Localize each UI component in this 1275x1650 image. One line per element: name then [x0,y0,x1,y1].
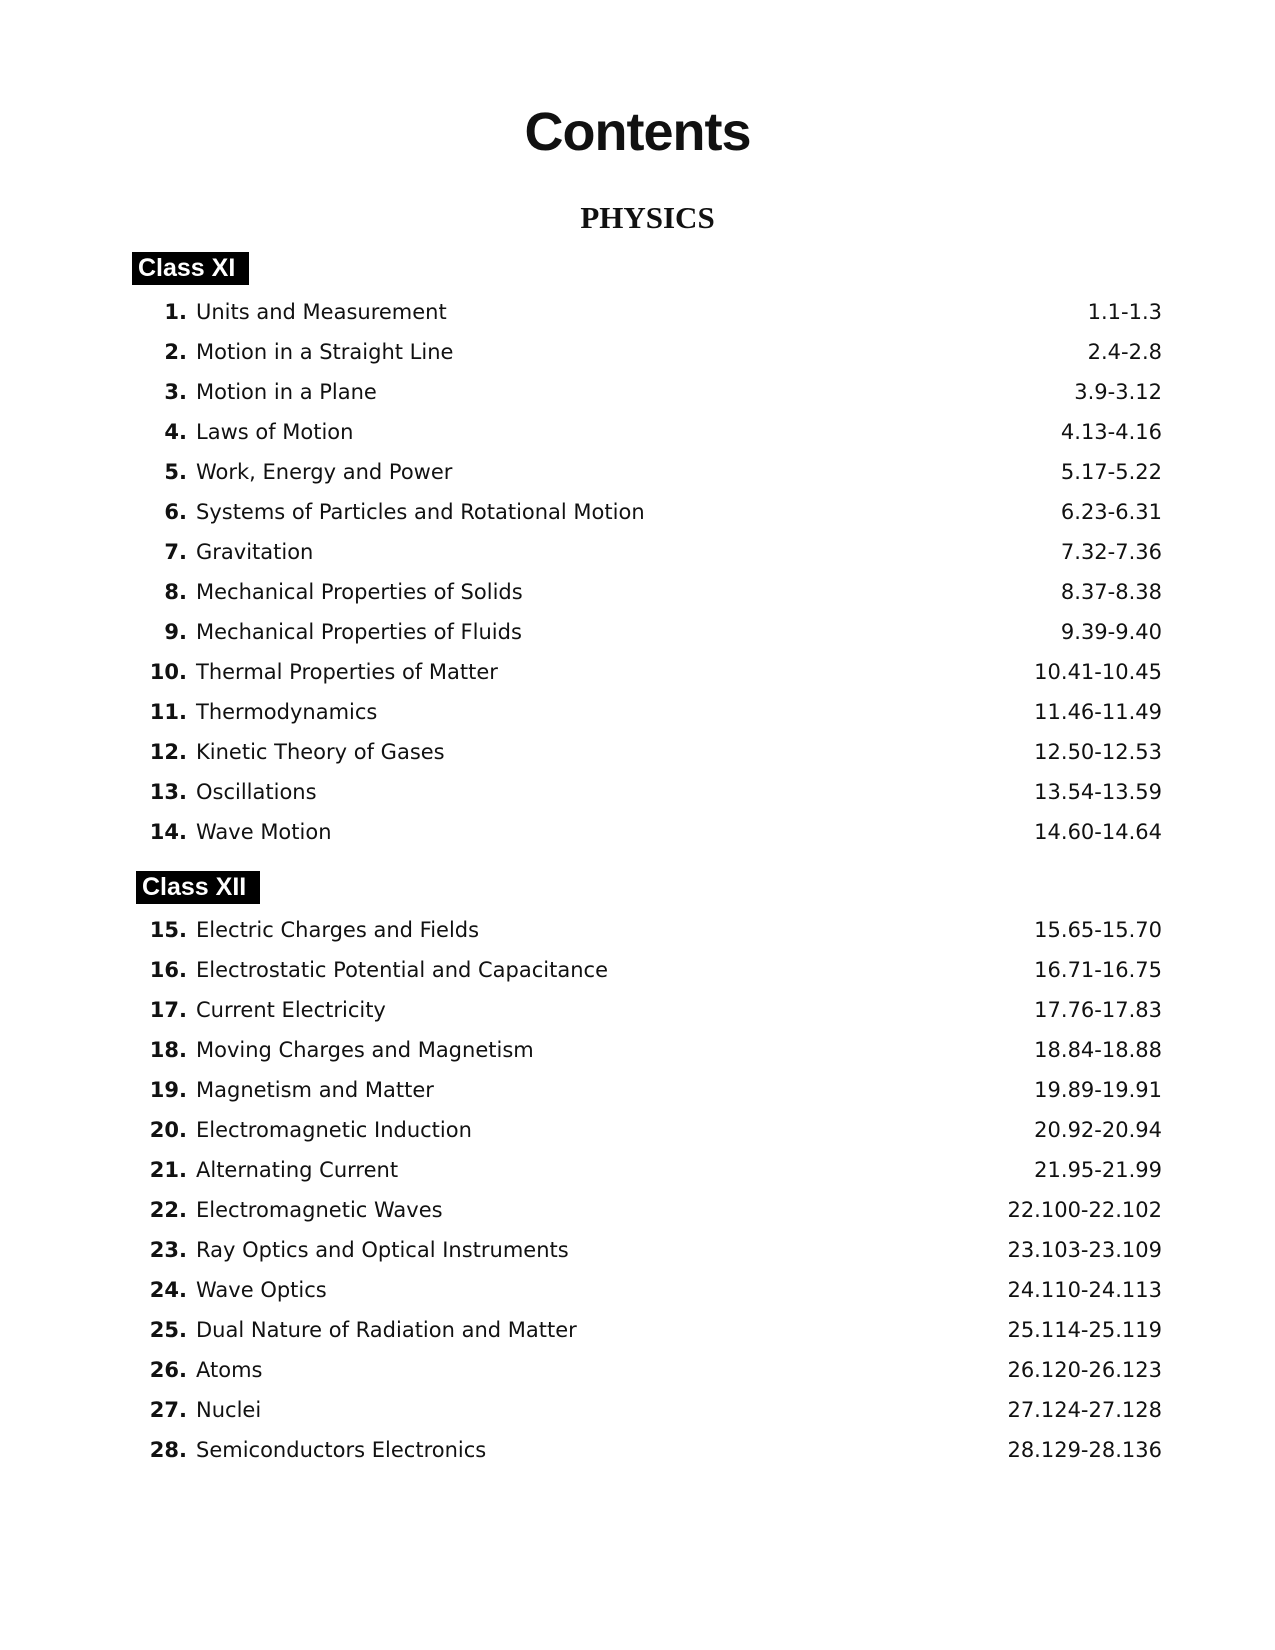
chapter-title: Alternating Current [196,1158,399,1182]
chapter-pages: 20.92-20.94 [1034,1118,1162,1142]
chapter-number: 3. [164,380,187,404]
subject-heading: PHYSICS [580,200,715,235]
chapter-number: 12. [149,740,187,764]
chapter-number: 18. [149,1038,187,1062]
chapter-title: Wave Optics [196,1278,327,1302]
chapter-number: 22. [149,1198,187,1222]
toc-entry[interactable] [0,532,1275,572]
chapter-list-class-xii [0,910,1275,1470]
toc-entry[interactable] [0,372,1275,412]
chapter-number: 26. [149,1358,187,1382]
chapter-pages: 25.114-25.119 [1007,1318,1162,1342]
chapter-number: 7. [164,540,187,564]
chapter-title: Motion in a Straight Line [196,340,454,364]
toc-entry[interactable] [0,412,1275,452]
chapter-pages: 10.41-10.45 [1034,660,1162,684]
toc-entry[interactable] [0,1350,1275,1390]
chapter-number: 24. [149,1278,187,1302]
toc-entry[interactable] [0,652,1275,692]
chapter-pages: 11.46-11.49 [1034,700,1162,724]
chapter-pages: 18.84-18.88 [1034,1038,1162,1062]
chapter-number: 13. [149,780,187,804]
chapter-title: Mechanical Properties of Fluids [196,620,522,644]
chapter-number: 16. [149,958,187,982]
chapter-title: Moving Charges and Magnetism [196,1038,534,1062]
chapter-number: 1. [164,300,187,324]
chapter-number: 23. [149,1238,187,1262]
toc-entry[interactable] [0,452,1275,492]
chapter-title: Ray Optics and Optical Instruments [196,1238,569,1262]
chapter-pages: 19.89-19.91 [1034,1078,1162,1102]
chapter-number: 17. [149,998,187,1022]
toc-entry[interactable] [0,1270,1275,1310]
chapter-number: 11. [149,700,187,724]
toc-entry[interactable] [0,292,1275,332]
toc-entry[interactable] [0,732,1275,772]
chapter-pages: 28.129-28.136 [1007,1438,1162,1462]
chapter-number: 4. [164,420,187,444]
toc-entry[interactable] [0,1110,1275,1150]
chapter-title: Semiconductors Electronics [196,1438,487,1462]
chapter-pages: 9.39-9.40 [1060,620,1162,644]
chapter-number: 20. [149,1118,187,1142]
chapter-title: Electrostatic Potential and Capacitance [196,958,609,982]
toc-entry[interactable] [0,910,1275,950]
toc-entry[interactable] [0,572,1275,612]
toc-entry[interactable] [0,1430,1275,1470]
chapter-title: Motion in a Plane [196,380,377,404]
toc-entry[interactable] [0,332,1275,372]
chapter-title: Mechanical Properties of Solids [196,580,523,604]
chapter-title: Electromagnetic Induction [196,1118,472,1142]
toc-entry[interactable] [0,950,1275,990]
page-title: Contents [524,102,751,162]
toc-entry[interactable] [0,1030,1275,1070]
toc-entry[interactable] [0,1230,1275,1270]
chapter-pages: 4.13-4.16 [1060,420,1162,444]
chapter-number: 27. [149,1398,187,1422]
chapter-title: Current Electricity [196,998,386,1022]
chapter-number: 2. [164,340,187,364]
chapter-title: Thermodynamics [196,700,378,724]
chapter-title: Kinetic Theory of Gases [196,740,445,764]
chapter-pages: 6.23-6.31 [1060,500,1162,524]
toc-entry[interactable] [0,492,1275,532]
chapter-pages: 23.103-23.109 [1007,1238,1162,1262]
chapter-title: Work, Energy and Power [196,460,453,484]
chapter-pages: 3.9-3.12 [1074,380,1162,404]
chapter-pages: 21.95-21.99 [1034,1158,1162,1182]
toc-entry[interactable] [0,812,1275,852]
chapter-number: 21. [149,1158,187,1182]
chapter-number: 19. [149,1078,187,1102]
toc-entry[interactable] [0,1190,1275,1230]
chapter-number: 10. [149,660,187,684]
chapter-title: Electric Charges and Fields [196,918,480,942]
chapter-pages: 17.76-17.83 [1034,998,1162,1022]
chapter-number: 5. [164,460,187,484]
chapter-title: Gravitation [196,540,314,564]
toc-entry[interactable] [0,1310,1275,1350]
chapter-pages: 8.37-8.38 [1060,580,1162,604]
chapter-number: 8. [164,580,187,604]
chapter-title: Oscillations [196,780,317,804]
chapter-title: Electromagnetic Waves [196,1198,443,1222]
chapter-title: Thermal Properties of Matter [196,660,498,684]
toc-entry[interactable] [0,1150,1275,1190]
chapter-number: 9. [164,620,187,644]
chapter-pages: 15.65-15.70 [1034,918,1162,942]
chapter-pages: 7.32-7.36 [1060,540,1162,564]
toc-entry[interactable] [0,772,1275,812]
chapter-list-class-xi [0,292,1275,852]
chapter-title: Units and Measurement [196,300,447,324]
toc-entry[interactable] [0,612,1275,652]
chapter-pages: 22.100-22.102 [1007,1198,1162,1222]
chapter-title: Atoms [196,1358,263,1382]
chapter-pages: 26.120-26.123 [1007,1358,1162,1382]
chapter-pages: 14.60-14.64 [1034,820,1162,844]
chapter-title: Nuclei [196,1398,262,1422]
chapter-number: 28. [149,1438,187,1462]
section-label-class-xi: Class XI [132,252,249,285]
toc-entry[interactable] [0,990,1275,1030]
chapter-pages: 27.124-27.128 [1007,1398,1162,1422]
chapter-number: 15. [149,918,187,942]
chapter-pages: 2.4-2.8 [1087,340,1162,364]
chapter-title: Wave Motion [196,820,332,844]
chapter-pages: 1.1-1.3 [1087,300,1162,324]
toc-entry[interactable] [0,1390,1275,1430]
chapter-title: Dual Nature of Radiation and Matter [196,1318,577,1342]
chapter-pages: 16.71-16.75 [1034,958,1162,982]
chapter-number: 25. [149,1318,187,1342]
chapter-pages: 12.50-12.53 [1034,740,1162,764]
toc-entry[interactable] [0,692,1275,732]
chapter-title: Laws of Motion [196,420,354,444]
section-label-class-xii: Class XII [136,871,260,904]
chapter-number: 14. [149,820,187,844]
chapter-title: Systems of Particles and Rotational Motion [196,500,645,524]
chapter-number: 6. [164,500,187,524]
chapter-title: Magnetism and Matter [196,1078,434,1102]
chapter-pages: 24.110-24.113 [1007,1278,1162,1302]
chapter-pages: 5.17-5.22 [1060,460,1162,484]
toc-entry[interactable] [0,1070,1275,1110]
chapter-pages: 13.54-13.59 [1034,780,1162,804]
